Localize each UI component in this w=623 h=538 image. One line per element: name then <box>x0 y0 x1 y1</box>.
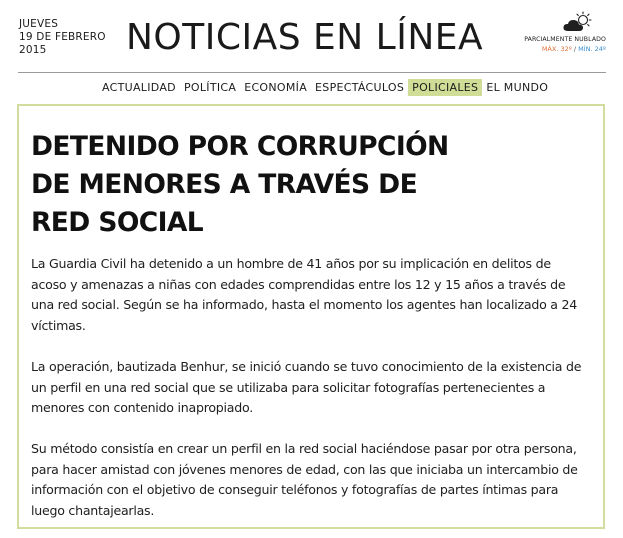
article-card <box>17 104 605 529</box>
temp-max: MÁX. 32º <box>541 45 572 53</box>
article-headline <box>31 128 501 242</box>
article-paragraph: La operación, bautizada Benhur, se inició cuando se tuvo conocimiento de la existencia de un perfil en una red social que se utilizaba para solicitar fotografías pertenecientes a menores con contenido inapropiado. <box>31 359 582 415</box>
partly-cloudy-icon <box>562 11 592 33</box>
headline-line: DE MENORES A TRAVÉS DE <box>31 169 418 200</box>
headline-line: RED SOCIAL <box>31 207 204 238</box>
temp-separator: / <box>571 45 579 53</box>
date-day-month: 19 DE FEBRERO <box>19 31 106 43</box>
weather-condition: PARCIALMENTE NUBLADO <box>524 36 606 43</box>
nav-item-actualidad[interactable]: ACTUALIDAD <box>102 81 176 94</box>
nav-item-espectaculos[interactable]: ESPECTÁCULOS <box>315 81 405 94</box>
section-nav <box>98 79 552 96</box>
nav-item-el-mundo[interactable]: EL MUNDO <box>486 81 549 94</box>
article-paragraph: La Guardia Civil ha detenido a un hombre de 41 años por su implicación en delitos de acoso y amenazas a niñas con edades comprendidas entre los 12 y 15 años a través de una red social. Según se ha informado, hasta el momento los agentes han localizado a 24 víctimas. <box>31 256 578 333</box>
weather-temperatures <box>542 45 606 53</box>
nav-item-policiales[interactable]: POLICIALES <box>408 79 482 96</box>
article-paragraph: Su método consistía en crear un perfil en la red social haciéndose pasar por otra persona, para hacer amistad con jóvenes menores de edad, con las que iniciaba un intercambio de información con el objetivo de conseguir teléfonos y fotografías de partes íntimas para luego chantajearlas. <box>31 441 578 518</box>
temp-min: MÍN. 24º <box>578 45 606 53</box>
masthead-title: NOTICIAS EN LÍNEA <box>126 17 484 58</box>
date-weekday: JUEVES <box>19 18 59 30</box>
date <box>19 18 106 57</box>
headline-line: DETENIDO POR CORRUPCIÓN <box>31 131 449 162</box>
header-divider <box>18 72 606 73</box>
nav-item-economia[interactable]: ECONOMÍA <box>244 81 308 94</box>
nav-item-politica[interactable]: POLÍTICA <box>183 81 237 94</box>
date-year: 2015 <box>19 44 47 56</box>
